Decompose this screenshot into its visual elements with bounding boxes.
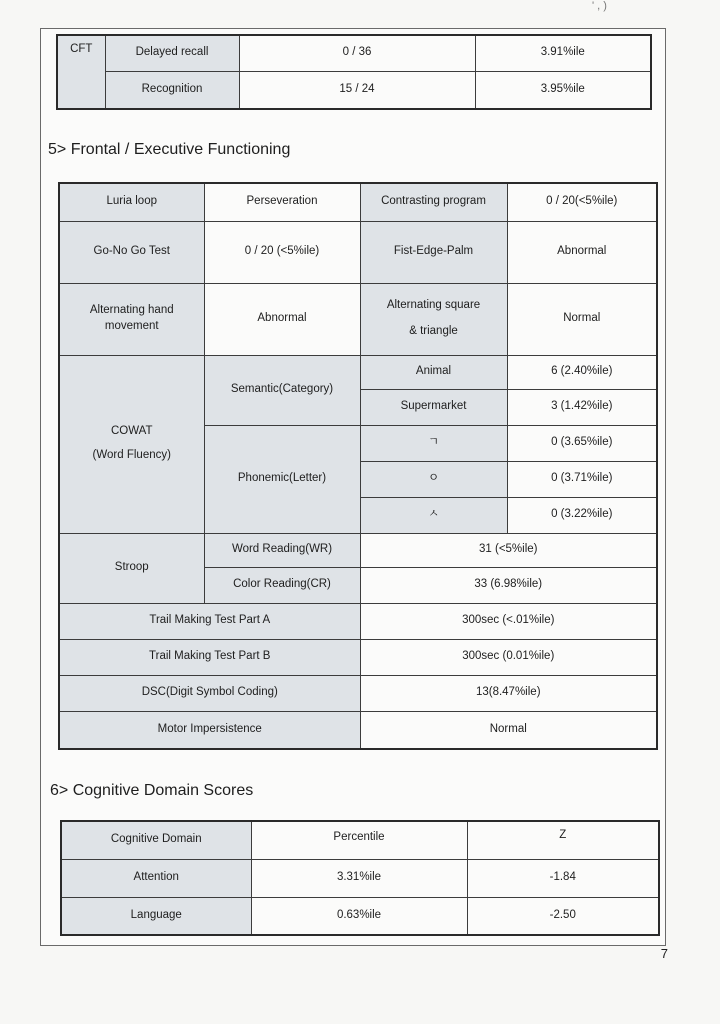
section-heading-cognitive: 6> Cognitive Domain Scores bbox=[50, 782, 254, 799]
test-label: DSC(Digit Symbol Coding) bbox=[59, 675, 360, 711]
semantic-category-label: Semantic(Category) bbox=[204, 355, 360, 425]
test-value: Normal bbox=[360, 711, 657, 749]
phonemic-item-label: ㅇ bbox=[360, 461, 507, 497]
cognitive-domain-table bbox=[60, 820, 660, 936]
table-row bbox=[59, 711, 657, 749]
cft-table bbox=[56, 34, 652, 110]
test-label: Trail Making Test Part A bbox=[59, 603, 360, 639]
test-value: 13(8.47%ile) bbox=[360, 675, 657, 711]
test-value: 300sec (0.01%ile) bbox=[360, 639, 657, 675]
stroop-label: Stroop bbox=[59, 533, 204, 603]
table-row bbox=[57, 71, 651, 109]
table-row bbox=[61, 821, 659, 859]
cft-test-name: Delayed recall bbox=[105, 35, 239, 71]
table-row bbox=[59, 221, 657, 283]
phonemic-item-value: 0 (3.65%ile) bbox=[507, 425, 657, 461]
luria-loop-label: Luria loop bbox=[59, 183, 204, 221]
table-row bbox=[59, 603, 657, 639]
cft-score: 0 / 36 bbox=[239, 35, 475, 71]
cft-score: 15 / 24 bbox=[239, 71, 475, 109]
header-percentile: Percentile bbox=[251, 821, 467, 859]
phonemic-item-label: ㅅ bbox=[360, 497, 507, 533]
stroop-item-label: Word Reading(WR) bbox=[204, 533, 360, 567]
page-number: 7 bbox=[660, 946, 668, 961]
fist-edge-palm-value: Abnormal bbox=[507, 221, 657, 283]
domain-percentile: 0.63%ile bbox=[251, 897, 467, 935]
table-row bbox=[57, 35, 651, 71]
table-row bbox=[61, 859, 659, 897]
alternating-square-label-line1: Alternating square bbox=[386, 299, 481, 312]
alternating-hand-label-line2: movement bbox=[104, 320, 159, 332]
test-value: 300sec (<.01%ile) bbox=[360, 603, 657, 639]
cowat-label-line2: (Word Fluency) bbox=[92, 449, 171, 461]
alternating-square-label-line2: & triangle bbox=[409, 325, 458, 337]
header-cognitive-domain: Cognitive Domain bbox=[61, 821, 251, 859]
alternating-square-label bbox=[360, 283, 507, 355]
cft-test-name: Recognition bbox=[105, 71, 239, 109]
phonemic-item-value: 0 (3.22%ile) bbox=[507, 497, 657, 533]
go-no-go-label: Go-No Go Test bbox=[59, 221, 204, 283]
table-row bbox=[59, 183, 657, 221]
luria-loop-value: Perseveration bbox=[204, 183, 360, 221]
stroop-item-label: Color Reading(CR) bbox=[204, 567, 360, 603]
cft-label: CFT bbox=[57, 35, 105, 109]
table-row bbox=[59, 533, 657, 567]
cowat-label-line1: COWAT bbox=[110, 425, 153, 438]
alternating-hand-label bbox=[59, 283, 204, 355]
contrasting-program-label: Contrasting program bbox=[360, 183, 507, 221]
semantic-item-label: Supermarket bbox=[360, 389, 507, 425]
phonemic-item-value: 0 (3.71%ile) bbox=[507, 461, 657, 497]
semantic-item-value: 3 (1.42%ile) bbox=[507, 389, 657, 425]
header-z: Z bbox=[467, 821, 659, 859]
corner-mark: ' , ) bbox=[592, 0, 607, 12]
go-no-go-value: 0 / 20 (<5%ile) bbox=[204, 221, 360, 283]
domain-label: Language bbox=[61, 897, 251, 935]
semantic-item-value: 6 (2.40%ile) bbox=[507, 355, 657, 389]
stroop-item-value: 31 (<5%ile) bbox=[360, 533, 657, 567]
table-row bbox=[59, 639, 657, 675]
table-row bbox=[61, 897, 659, 935]
cowat-label bbox=[59, 355, 204, 533]
test-label: Trail Making Test Part B bbox=[59, 639, 360, 675]
table-row bbox=[59, 355, 657, 389]
alternating-hand-value: Abnormal bbox=[204, 283, 360, 355]
phonemic-letter-label: Phonemic(Letter) bbox=[204, 425, 360, 533]
fist-edge-palm-label: Fist-Edge-Palm bbox=[360, 221, 507, 283]
test-label: Motor Impersistence bbox=[59, 711, 360, 749]
domain-z: -2.50 bbox=[467, 897, 659, 935]
domain-percentile: 3.31%ile bbox=[251, 859, 467, 897]
section-heading-frontal: 5> Frontal / Executive Functioning bbox=[48, 141, 291, 158]
table-row bbox=[59, 283, 657, 355]
semantic-item-label: Animal bbox=[360, 355, 507, 389]
phonemic-item-label: ㄱ bbox=[360, 425, 507, 461]
alternating-square-value: Normal bbox=[507, 283, 657, 355]
domain-z: -1.84 bbox=[467, 859, 659, 897]
cft-percentile: 3.95%ile bbox=[475, 71, 651, 109]
contrasting-program-value: 0 / 20(<5%ile) bbox=[507, 183, 657, 221]
frontal-executive-table bbox=[58, 182, 658, 750]
cft-percentile: 3.91%ile bbox=[475, 35, 651, 71]
table-row bbox=[59, 675, 657, 711]
alternating-hand-label-line1: Alternating hand bbox=[89, 304, 174, 317]
domain-label: Attention bbox=[61, 859, 251, 897]
stroop-item-value: 33 (6.98%ile) bbox=[360, 567, 657, 603]
